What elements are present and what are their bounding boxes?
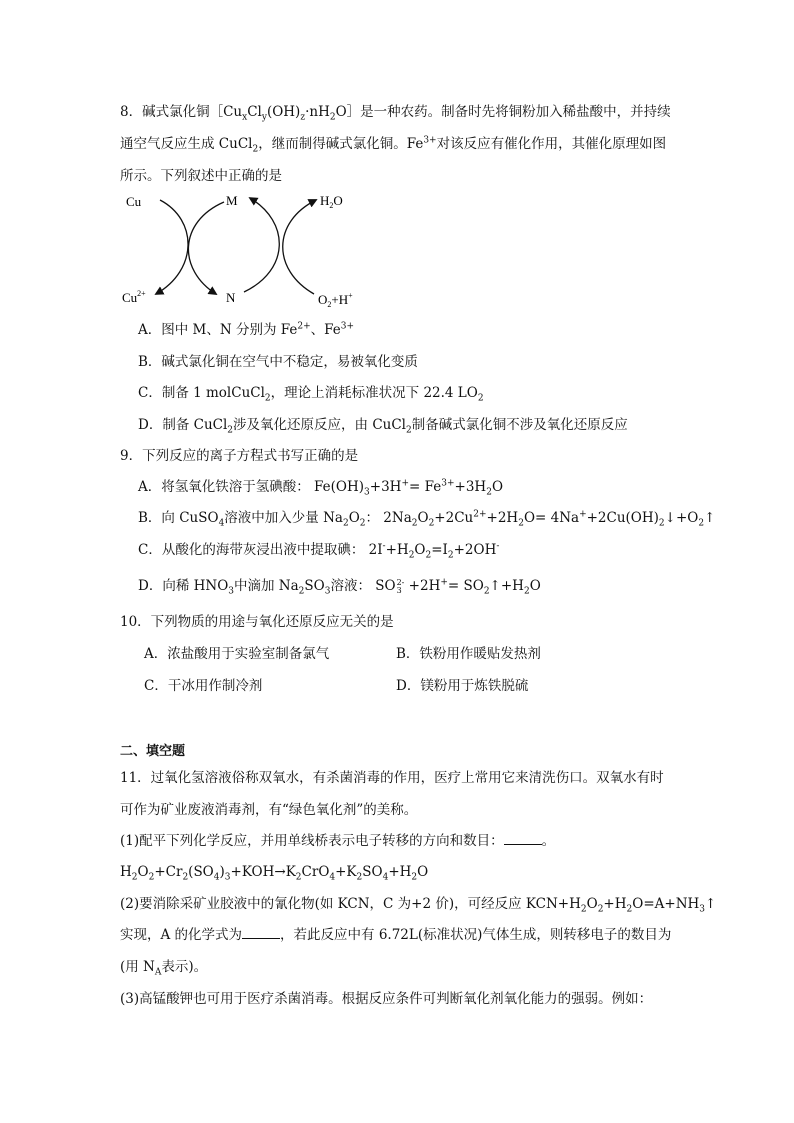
q9-stem: 9．下列反应的离子方程式书写正确的是 [120, 448, 359, 464]
q11-part3: (3)高锰酸钾也可用于医疗杀菌消毒。根据反应条件可判断氧化剂氧化能力的强弱。例如： [120, 991, 653, 1007]
q8-option-a[interactable]: A．图中 M、N 分别为 $Fe^{2+}$、$Fe^{3+}$ [138, 321, 355, 338]
q8-option-b[interactable]: B．碱式氯化铜在空气中不稳定，易被氧化变质 [138, 354, 418, 370]
label-n: N [226, 290, 236, 305]
q8-stem-line2: 通空气反应生成 CuCl$_2$，继而制得碱式氯化铜。$Fe^{3+}$对该反应有催化作用，其催化原理如图 [120, 135, 667, 155]
q10-option-d[interactable]: D．镁粉用于炼铁脱硫 [396, 678, 529, 694]
label-h2o: $H_2O$ [320, 193, 343, 210]
q11-part2-line1: (2)要消除采矿业胶液中的氰化物(如 KCN，C 为+2 价)，可经反应 $KCN+H_2O_2+H_2O=A+NH_3↑$ [120, 896, 717, 915]
q11-part2-line3: (用 $N_A$表示)。 [120, 959, 208, 978]
q8-stem-line3: 所示。下列叙述中正确的是 [120, 168, 282, 184]
q9-option-b[interactable]: B．向 CuSO$_4$溶液中加入少量 $Na_2O_2$： $2Na_2O_2+2Cu^{2+}+2H_2O=$ $4Na^++2Cu(OH)_2↓+O_2↑$ [138, 509, 716, 529]
q11-part2-line2: 实现，A 的化学式为 ，若此反应中有 6.72L(标准状况)气体生成，则转移电子的数目为 [120, 927, 672, 943]
q10-option-a[interactable]: A．浓盐酸用于实验室制备氯气 [144, 646, 330, 662]
q10-option-b[interactable]: B．铁粉用作暖贴发热剂 [396, 646, 541, 662]
q8-stem-line1: 8．碱式氯化铜$[Cu_xCl_y(OH)_z\cdot nH_2O]$是一种农药。制备时先将铜粉加入稀盐酸中，并持续 [120, 104, 671, 123]
q10-stem: 10．下列物质的用途与氧化还原反应无关的是 [120, 614, 394, 630]
label-m: M [226, 193, 238, 208]
catalysis-cycle-diagram [120, 190, 380, 310]
q8-option-c[interactable]: C．制备 1 molCuCl$_2$，理论上消耗标准状况下 22.4 $LO_2$ [138, 385, 484, 404]
arc-m-to-n [188, 202, 224, 294]
q11-line1: 11．过氧化氢溶液俗称双氧水，有杀菌消毒的作用，医疗上常用它来清洗伤口。双氧水有时 [120, 770, 664, 786]
arc-o2-to-h2o [283, 200, 316, 294]
q8-option-d[interactable]: D．制备 CuCl$_2$涉及氧化还原反应，由 CuCl$_2$制备碱式氯化铜不涉及氧化还原反应 [138, 417, 628, 436]
q11-part1: (1)配平下列化学反应，并用单线桥表示电子转移的方向和数目： 。 [120, 833, 556, 849]
answer-blank-1[interactable] [504, 832, 542, 845]
arc-n-to-m [244, 198, 279, 292]
q11-equation: $H_2O_2+Cr_2(SO_4)_3+KOH\to K_2CrO_4+K_2SO_4+H_2O$ [120, 864, 429, 883]
q10-option-c[interactable]: C．干冰用作制冷剂 [144, 678, 263, 694]
arc-cu-to-cu2 [156, 200, 188, 294]
q9-option-c[interactable]: C．从酸化的海带灰浸出液中提取碘： $2I^-+H_2O_2=I_2+2OH^-$ [138, 541, 500, 561]
label-cu: Cu [126, 194, 142, 209]
answer-blank-2[interactable] [242, 926, 280, 939]
q9-option-a[interactable]: A．将氢氧化铁溶于氢碘酸： $Fe(OH)_3+3H^+= Fe^{3+}+3H_2O$ [138, 478, 504, 498]
label-o2-h: $O_2+H^+$ [318, 291, 353, 309]
q11-line2: 可作为矿业废液消毒剂，有“绿色氧化剂”的美称。 [120, 802, 418, 818]
label-cu2: $Cu^{2+}$ [122, 289, 146, 305]
q9-option-d[interactable]: D．向稀 $HNO_3$中滴加 $Na_2SO_3$溶液： SO 2- 3 $+2H^+= SO_2↑+H_2O$ [138, 577, 541, 597]
section-title-fill-in: 二、填空题 [120, 744, 186, 759]
